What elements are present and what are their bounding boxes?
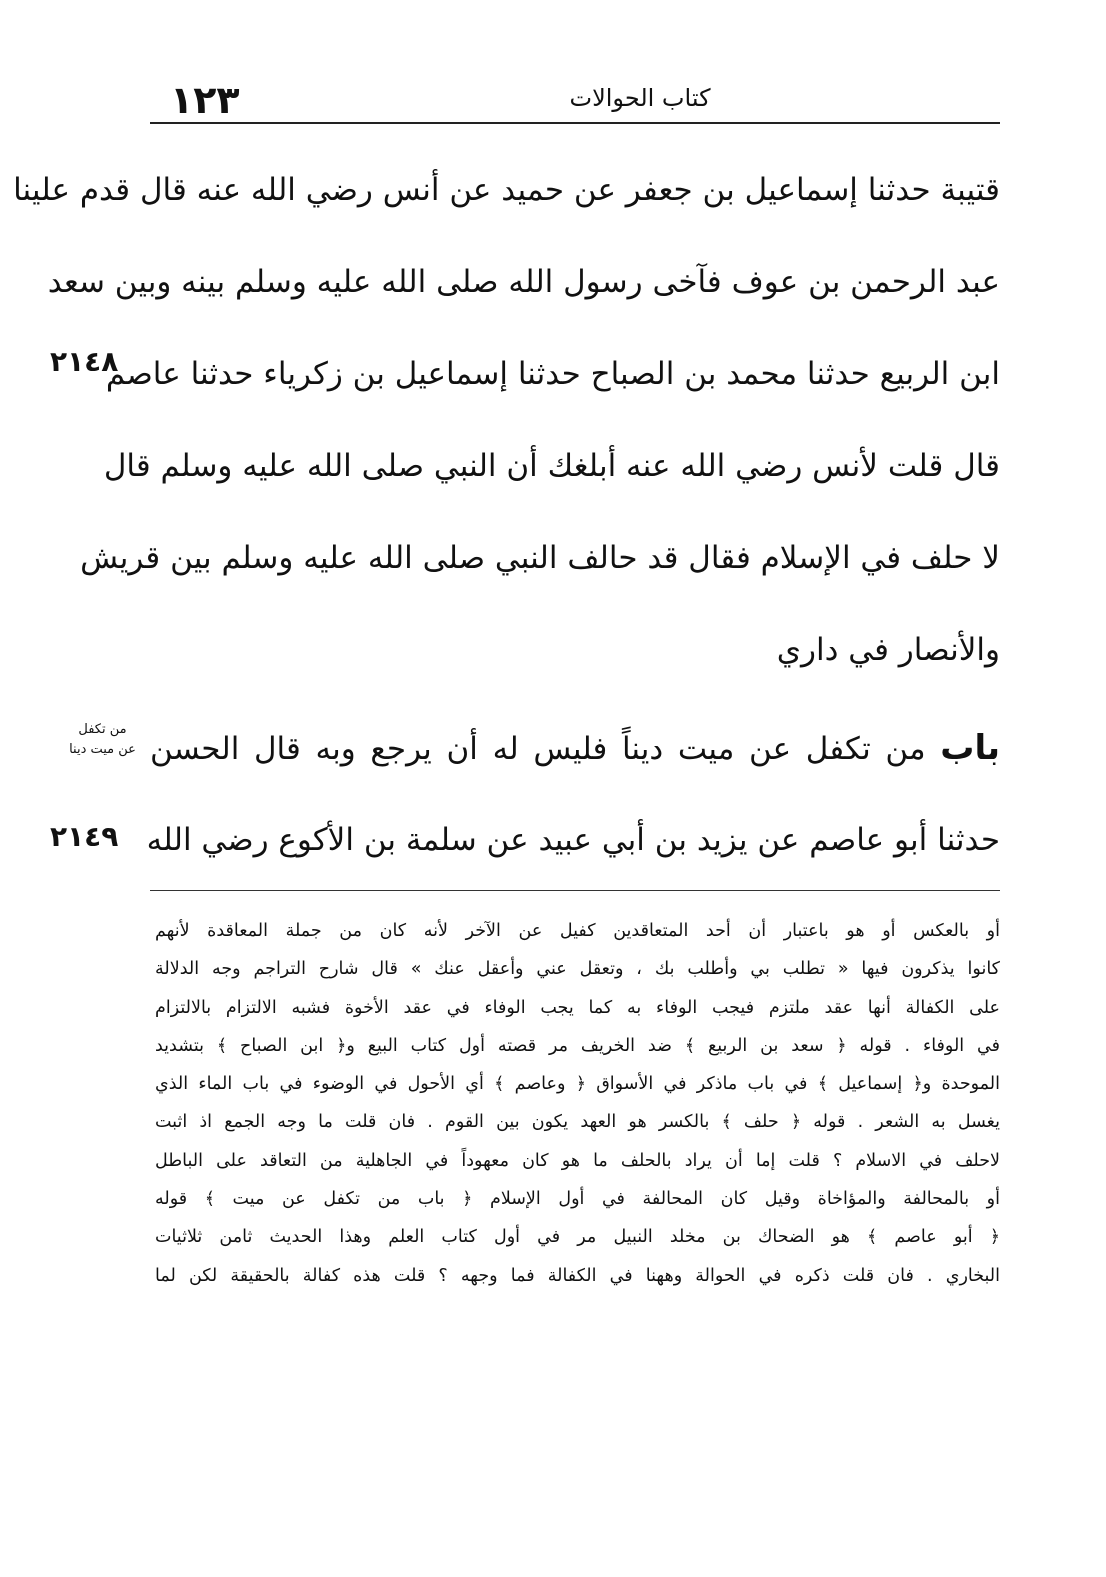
commentary-line: في الوفاء . قوله ﴿ سعد بن الربيع ﴾ ضد الخريف مر قصته أول كتاب البيع و﴿ ابن الصباح ﴾ بتشديد xyxy=(155,1035,1000,1056)
chapter-heading-line xyxy=(150,708,1000,800)
margin-note xyxy=(55,720,150,760)
main-text-line: قال قلت لأنس رضي الله عنه أبلغك أن النبي صلى الله عليه وسلم قال xyxy=(103,448,1000,484)
margin-note-line: من تكفل xyxy=(78,722,127,737)
commentary-line: أو بالعكس أو هو باعتبار أن أحد المتعاقدين كفيل عن الآخر لأنه كان من جملة المعاقدة لأنهم xyxy=(155,921,1000,941)
main-text-line: والأنصار في داري xyxy=(776,632,1000,668)
chapter-title: من تكفل عن ميت ديناً فليس له أن يرجع وبه قال الحسن xyxy=(150,731,926,767)
main-text-line: قتيبة حدثنا إسماعيل بن جعفر عن حميد عن أنس رضي الله عنه قال قدم علينا xyxy=(13,172,1000,208)
hadith-number-2149: ٢١٤٩ xyxy=(50,820,119,853)
commentary-line: على الكفالة أنها عقد ملتزم فيجب الوفاء به كما يجب الوفاء في عقد الأخوة فشبه الالتزام بالالتزام xyxy=(155,997,1000,1018)
main-text-line: عبد الرحمن بن عوف فآخى رسول الله صلى الله عليه وسلم بينه وبين سعد xyxy=(47,264,1000,300)
commentary-rule xyxy=(150,890,1000,891)
commentary-line: لاحلف في الاسلام ؟ قلت إما أن يراد بالحلف ما هو كان معهوداً في الجاهلية من التعاقد على الباطل xyxy=(155,1150,1000,1171)
hadith-number-2148: ٢١٤٨ xyxy=(50,345,119,378)
chapter-heading xyxy=(146,708,1000,892)
commentary xyxy=(155,912,1000,1295)
chapter-text-line: حدثنا أبو عاصم عن يزيد بن أبي عبيد عن سلمة بن الأكوع رضي الله xyxy=(146,822,1000,858)
header-rule xyxy=(150,122,1000,124)
commentary-line: يغسل به الشعر . قوله ﴿ حلف ﴾ بالكسر هو العهد يكون بين القوم . فان قلت ما وجه الجمع اذ اثبت xyxy=(155,1112,1000,1133)
commentary-line: كانوا يذكرون فيها « تطلب بي وأطلب بك ، وتعقل عني وأعقل عنك » قال شارح التراجم وجه الدلالة xyxy=(155,959,1000,980)
main-text-line: ابن الربيع حدثنا محمد بن الصباح حدثنا إسماعيل بن زكرياء حدثنا عاصم xyxy=(105,356,1000,392)
commentary-line: ﴿ أبو عاصم ﴾ هو الضحاك بن مخلد النبيل مر في أول كتاب العلم وهذا الحديث ثامن ثلاثيات xyxy=(155,1227,1000,1248)
commentary-line: الموحدة و﴿ إسماعيل ﴾ في باب ماذكر في الأسواق ﴿ وعاصم ﴾ أي الأحول في الوضوء في باب الماء الذي xyxy=(155,1074,1000,1095)
page-number: ١٢٣ xyxy=(170,78,240,122)
margin-note-line: عن ميت دينا xyxy=(69,742,136,757)
chapter-word: باب xyxy=(940,728,1000,768)
commentary-line: البخاري . فان قلت ذكره في الحوالة وههنا في الكفالة فما وجهه ؟ قلت هذه كفالة بالحقيقة لكن لما xyxy=(155,1265,1000,1286)
commentary-line: أو بالمحالفة والمؤاخاة وقيل كان المحالفة في أول الإسلام ﴿ باب من تكفل عن ميت ﴾ قوله xyxy=(155,1189,1000,1210)
running-title: كتاب الحوالات xyxy=(569,84,711,112)
page-header xyxy=(150,78,1000,120)
main-text-line: لا حلف في الإسلام فقال قد حالف النبي صلى الله عليه وسلم بين قريش xyxy=(80,540,1000,576)
